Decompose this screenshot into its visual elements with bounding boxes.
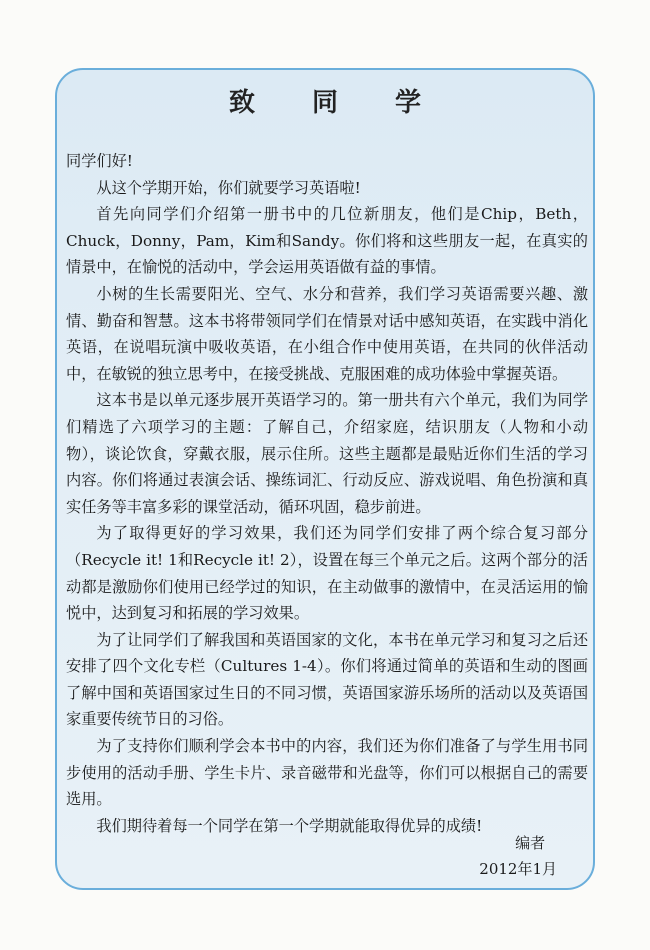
greeting-line: 同学们好!	[66, 152, 133, 170]
paragraph: 从这个学期开始，你们就要学习英语啦!	[96, 178, 361, 197]
paragraph: 为了让同学们了解我国和英语国家的文化，本书在单元学习和复习之后还安排了四个文化专栏（Cultures 1-4）。你们将通过简单的英语和生动的图画了解中国和英语国家过生日的不同习惯，英语国家游乐场所的活动以及英语国家重要传统节日的习俗。	[66, 630, 588, 729]
letter-body	[66, 148, 588, 839]
paragraph: 这本书是以单元逐步展开英语学习的。第一册共有六个单元，我们为同学们精选了六项学习的主题：了解自己，介绍家庭，结识朋友（人物和小动物），谈论饮食，穿戴衣服，展示住所。这些主题都是最贴近你们生活的学习内容。你们将通过表演会话、操练词汇、行动反应、游戏说唱、角色扮演和真实任务等丰富多彩的课堂活动，循环巩固，稳步前进。	[66, 391, 588, 516]
signature-date: 2012年1月	[479, 860, 557, 878]
signature-block	[479, 830, 557, 882]
paragraph: 小树的生长需要阳光、空气、水分和营养，我们学习英语需要兴趣、激情、勤奋和智慧。这本书将带领同学们在情景对话中感知英语，在实践中消化英语，在说唱玩演中吸收英语，在小组合作中使用英语，在共同的伙伴活动中，在敏锐的独立思考中，在接受挑战、克服困难的成功体验中掌握英语。	[66, 284, 588, 383]
signature-author: 编者	[515, 834, 546, 852]
page-title: 致 同 学	[228, 88, 446, 118]
paragraph: 为了取得更好的学习效果，我们还为同学们安排了两个综合复习部分（Recycle it! 1和Recycle it! 2），设置在每三个单元之后。这两个部分的活动都是激励你们使用已经学过的知识，在主动做事的激情中，在灵活运用的愉悦中，达到复习和拓展的学习效果。	[66, 524, 588, 623]
paragraph: 首先向同学们介绍第一册书中的几位新朋友，他们是Chip，Beth，Chuck，Donny，Pam，Kim和Sandy。你们将和这些朋友一起，在真实的情景中，在愉悦的活动中，学会运用英语做有益的事情。	[66, 205, 588, 277]
paragraph: 为了支持你们顺利学会本书中的内容，我们还为你们准备了与学生用书同步使用的活动手册、学生卡片、录音磁带和光盘等，你们可以根据自己的需要选用。	[66, 737, 588, 809]
paragraph: 我们期待着每一个同学在第一个学期就能取得优异的成绩!	[96, 816, 483, 835]
letter-panel	[55, 68, 595, 890]
